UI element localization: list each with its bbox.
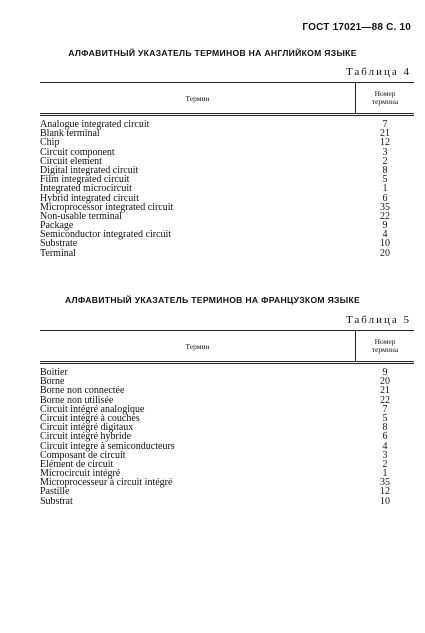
term-cell: Composant de circuit [40, 449, 126, 461]
term-cell: Semiconductor integrated circuit [40, 229, 172, 241]
table-label-4: Таблица 4 [345, 66, 411, 78]
term-number-cell: 22 [380, 210, 390, 222]
term-number-cell: 2 [382, 458, 388, 470]
section-title-french: АЛФАВИТНЫЙ УКАЗАТЕЛЬ ТЕРМИНОВ НА ФРАНЦУЗКОМ ЯЗЫКЕ [64, 295, 361, 305]
term-cell: Borne non utilisée [40, 394, 114, 406]
term-cell: Circuit intégré analogique [40, 403, 145, 415]
term-cell: Blank terminal [40, 128, 100, 140]
term-cell: Chip [40, 137, 60, 149]
term-number-cell: 6 [382, 192, 388, 204]
term-number-cell: 8 [382, 164, 388, 176]
term-number-cell: 9 [382, 220, 388, 232]
term-number-cell: 21 [380, 385, 390, 397]
table-body [40, 368, 414, 506]
term-cell: Terminal [40, 247, 76, 259]
table-row [40, 249, 414, 258]
term-cell: Circuit integre à semiconducteurs [40, 440, 175, 452]
term-number-cell: 2 [382, 155, 388, 167]
term-cell: Circuit intégré digitaux [40, 422, 134, 434]
term-cell: Integrated microcircuit [40, 183, 132, 195]
term-cell: Boitier [40, 367, 68, 378]
term-number-cell: 12 [380, 137, 390, 149]
french-terms-table [40, 330, 414, 506]
term-number-cell: 22 [380, 394, 390, 406]
term-number-cell: 5 [382, 174, 388, 186]
english-terms-table [40, 82, 414, 258]
term-number-cell: 12 [380, 486, 390, 498]
table-row [40, 487, 414, 496]
table-row [40, 239, 414, 248]
section-title-english: АЛФАВИТНЫЙ УКАЗАТЕЛЬ ТЕРМИНОВ НА АНГЛИЙКОМ ЯЗЫКЕ [68, 48, 357, 58]
term-number-cell: 5 [382, 412, 388, 424]
column-header-term: Термин [185, 93, 210, 103]
term-number-cell: 9 [382, 367, 388, 378]
term-number-cell: 6 [382, 431, 388, 443]
term-number-cell: 20 [380, 247, 390, 259]
term-cell: Non-usable terminal [40, 210, 122, 222]
term-number-cell: 8 [382, 422, 388, 434]
term-number-cell: 1 [382, 468, 388, 480]
column-header-number: Номер термина [355, 331, 414, 361]
table-row [40, 497, 414, 506]
term-number-cell: 35 [380, 201, 390, 213]
term-cell: Analogue integrated circuit [40, 119, 150, 130]
term-cell: Package [40, 220, 74, 232]
term-cell: Circuit element [40, 155, 102, 167]
column-header-term: Термин [185, 341, 210, 351]
column-header-number: Номер термина [355, 83, 414, 113]
table-row [40, 212, 414, 221]
term-number-cell: 7 [382, 119, 388, 130]
table-row [40, 230, 414, 239]
table-row [40, 478, 414, 487]
term-cell: Borne [40, 376, 65, 388]
term-number-cell: 10 [380, 495, 390, 507]
term-cell: Digital integrated circuit [40, 164, 139, 176]
term-cell: Circuit intégré à couches [40, 412, 140, 424]
term-cell: Circuit intégré hybride [40, 431, 132, 443]
term-cell: Substrat [40, 495, 73, 507]
term-number-cell: 3 [382, 146, 388, 158]
term-cell: Microprocessor integrated circuit [40, 201, 174, 213]
table-body [40, 120, 414, 258]
table-header [40, 82, 414, 116]
term-cell: Circuit component [40, 146, 115, 158]
table-row [40, 129, 414, 138]
term-number-cell: 3 [382, 449, 388, 461]
term-number-cell: 35 [380, 477, 390, 489]
term-number-cell: 7 [382, 403, 388, 415]
page-header: ГОСТ 17021—88 С. 10 [302, 22, 411, 33]
term-cell: Microcircuit intégré [40, 468, 121, 480]
term-number-cell: 4 [382, 229, 388, 241]
table-header [40, 330, 414, 364]
term-cell: Hybrid integrated circuit [40, 192, 139, 204]
table-row [40, 368, 414, 377]
term-number-cell: 1 [382, 183, 388, 195]
term-cell: Substrate [40, 238, 78, 250]
table-label-5: Таблица 5 [345, 314, 411, 326]
term-number-cell: 21 [380, 128, 390, 140]
term-number-cell: 10 [380, 238, 390, 250]
term-cell: Microprocesseur à circuit intégré [40, 477, 173, 489]
term-cell: Film integrated circuit [40, 174, 130, 186]
term-cell: Elément de circuit [40, 458, 114, 470]
term-number-cell: 4 [382, 440, 388, 452]
term-cell: Borne non connectée [40, 385, 125, 397]
term-number-cell: 20 [380, 376, 390, 388]
term-cell: Pastille [40, 486, 70, 498]
